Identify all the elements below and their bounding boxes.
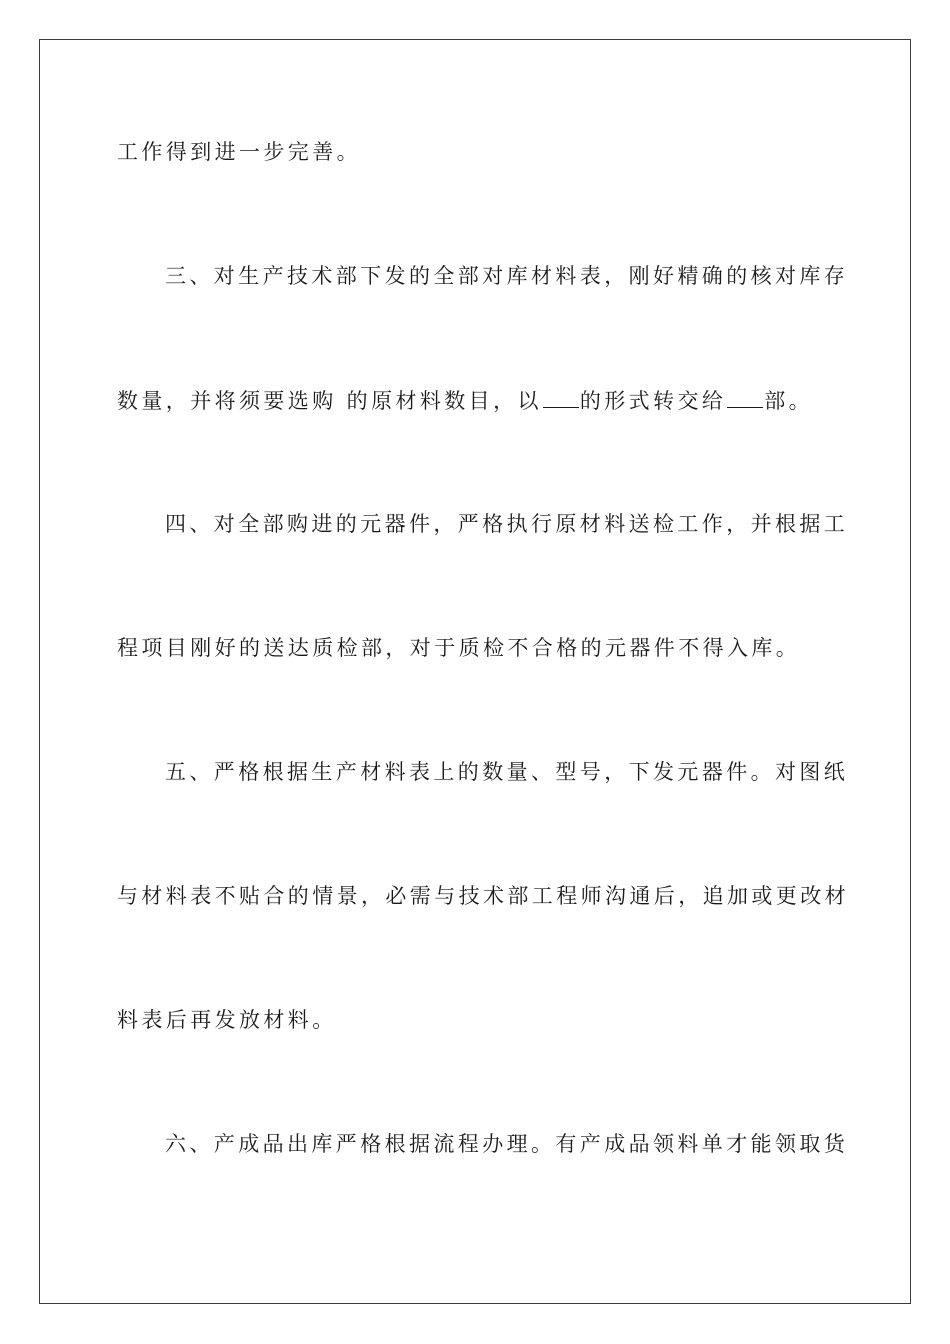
paragraph-five-start: 五、严格根据生产材料表上的数量、型号，下发元器件。对图纸	[165, 760, 849, 784]
line-text: 数量，并将须要选购 的原材料数目，以	[117, 389, 542, 413]
paragraph-three-start: 三、对生产技术部下发的全部对库材料表，刚好精确的核对库存	[165, 264, 849, 288]
fill-in-blank	[727, 385, 763, 408]
paragraph-six-start: 六、产成品出库严格根据流程办理。有产成品领料单才能领取货	[165, 1132, 849, 1156]
page-border	[39, 39, 911, 1304]
fill-in-blank	[543, 385, 579, 408]
line-text: 的形式转交给	[579, 389, 727, 413]
paragraph-five-end: 料表后再发放材料。	[117, 1008, 337, 1032]
line-text: 部。	[764, 389, 814, 413]
paragraph-four-continued: 程项目刚好的送达质检部，对于质检不合格的元器件不得入库。	[117, 636, 801, 660]
paragraph-line: 工作得到进一步完善。	[117, 140, 361, 164]
paragraph-four-start: 四、对全部购进的元器件，严格执行原材料送检工作，并根据工	[165, 512, 849, 536]
paragraph-five-continued: 与材料表不贴合的情景，必需与技术部工程师沟通后，追加或更改材	[117, 884, 849, 908]
paragraph-three-continued	[117, 385, 813, 416]
